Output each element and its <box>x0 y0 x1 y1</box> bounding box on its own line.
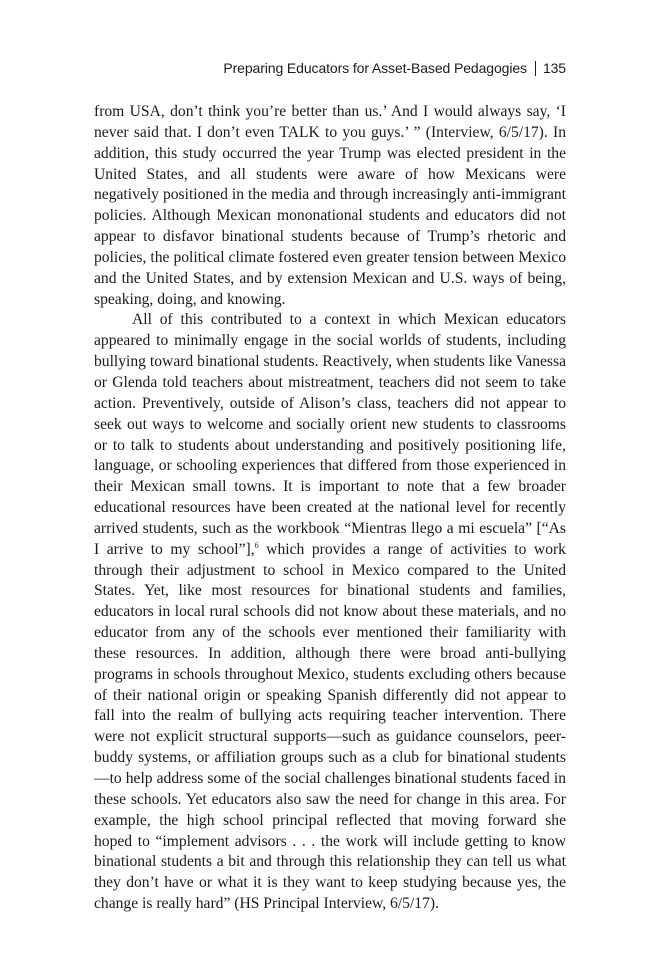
footnote-marker: 6 <box>254 540 259 550</box>
paragraph-2-part-2: which provides a range of activities to work through their adjustment to school in Mexico compared to the United States. Yet, like most resources for binational students and families, educators in local rural schools did not know about these materials, and no educator from any of the schools ever mentioned their familiarity with these resources. In addition, although there were broad anti-bullying programs in schools throughout Mexico, students excluding others because of their national origin or speaking Spanish differently did not appear to fall into the realm of bullying acts requiring teacher intervention. There were not explicit structural supports—such as guidance counselors, peer-buddy systems, or affiliation groups such as a club for binational students—to help address some of the social challenges binational students faced in these schools. Yet educators also saw the need for change in this area. For example, the high school principal reflected that moving forward she hoped to “implement advisors . . . the work will include getting to know binational students a bit and through this relationship they can tell us what they don’t have or what it is they want to keep studying because yes, the change is really hard” (HS Principal Interview, 6/5/17). <box>94 540 566 913</box>
running-title: Preparing Educators for Asset-Based Pedagogies <box>223 60 527 76</box>
paragraph-2-part-1: All of this contributed to a context in which Mexican educators appeared to minimally engage in the social worlds of students, including bullying toward binational students. Reactively, when students like Vanessa or Glenda told teachers about mistreatment, teachers did not seem to take action. Preventively, outside of Alison’s class, teachers did not appear to seek out ways to welcome and socially orient new students to classrooms or to talk to students about understanding and positively positioning life, language, or schooling experiences that differed from those experienced in their Mexican small towns. It is important to note that a few broader educational resources have been created at the national level for recently arrived students, such as the workbook “Mientras llego a mi escuela” [“As I arrive to my school”], <box>94 311 566 558</box>
paragraph-1: from USA, don’t think you’re better than us.’ And I would always say, ‘I never said that. I don’t even TALK to you guys.’ ” (Interview, 6/5/17). In addition, this study occurred the year Trump was elected president in the United States, and all students were aware of how Mexicans were negatively positioned in the media and through increasingly anti-immigrant policies. Although Mexican mononational students and educators did not appear to disfavor binational students because of Trump’s rhetoric and policies, the political climate fostered even greater tension between Mexico and the United States, and by extension Mexican and U.S. ways of being, speaking, doing, and knowing. <box>94 103 566 308</box>
page-number: 135 <box>542 60 566 76</box>
paragraph-2 <box>94 310 566 914</box>
header-separator <box>535 61 536 76</box>
body-text <box>94 102 566 915</box>
running-header <box>223 60 566 76</box>
